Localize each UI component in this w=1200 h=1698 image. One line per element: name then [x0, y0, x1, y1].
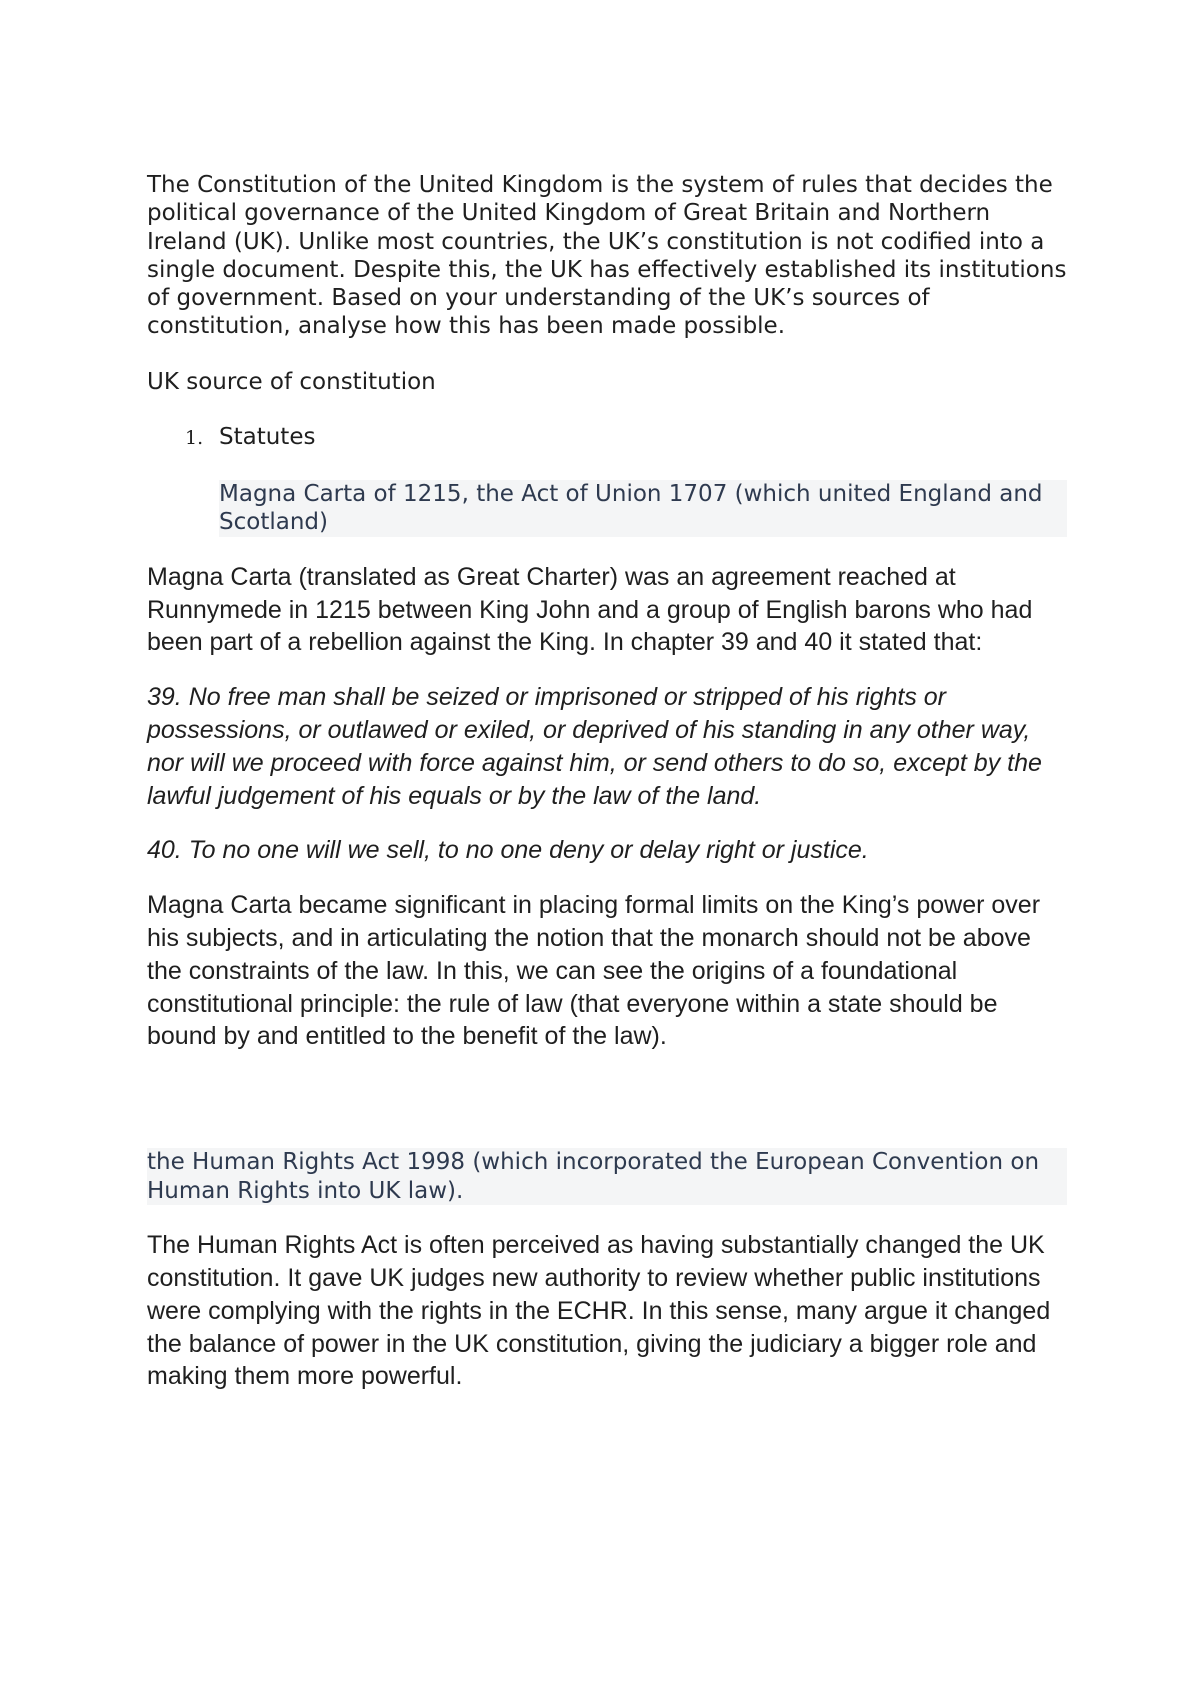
document-page — [147, 171, 1067, 1415]
list-number: 1. — [185, 426, 204, 449]
section-heading: UK source of constitution — [147, 368, 436, 395]
quote-chapter-40: 40. To no one will we sell, to no one deny or delay right or justice. — [147, 836, 869, 865]
essay-question: The Constitution of the United Kingdom is the system of rules that decides the political governance of the United Kingdom of Great Britain and Northern Ireland (UK). Unlike most countries, the UK’s constitution is not codified into a single document. Despite this, the UK has effectively established its institutions of government. Based on your understanding of the UK’s sources of constitution, analyse how this has been made possible. — [147, 172, 1067, 340]
magna-carta-intro: Magna Carta (translated as Great Charter) was an agreement reached at Runnymede in 1215 between King John and a group of English barons who had been part of a rebellion against the King. In chapter 39 and 40 it stated that: — [147, 562, 1033, 657]
blank-space — [147, 1075, 1067, 1148]
list-item-label: Statutes — [219, 423, 316, 450]
hra-paragraph: The Human Rights Act is often perceived as having substantially changed the UK constitution. It gave UK judges new authority to review whether public institutions were complying with the rights in the ECHR. In this sense, many argue it changed the balance of power in the UK constitution, giving the judiciary a bigger role and making them more powerful. — [147, 1231, 1051, 1391]
quote-chapter-39: 39. No free man shall be seized or imprisoned or stripped of his rights or possessions, or outlawed or exiled, or deprived of his standing in any other way, nor will we proceed with force against him, or send others to do so, except by the lawful judgement of his equals or by the law of the land. — [147, 683, 1042, 810]
list-item — [147, 423, 1067, 537]
statute-reference: Magna Carta of 1215, the Act of Union 1707 (which united England and Scotland) — [219, 480, 1067, 537]
sources-list — [147, 423, 1067, 537]
magna-carta-significance: Magna Carta became significant in placing formal limits on the King’s power over his subjects, and in articulating the notion that the monarch should not be above the constraints of the law. In this, we can see the origins of a foundational constitutional principle: the rule of law (that everyone within a state should be bound by and entitled to the benefit of the law). — [147, 891, 1041, 1051]
hra-reference: the Human Rights Act 1998 (which incorporated the European Convention on Human Rights into UK law). — [147, 1148, 1067, 1205]
